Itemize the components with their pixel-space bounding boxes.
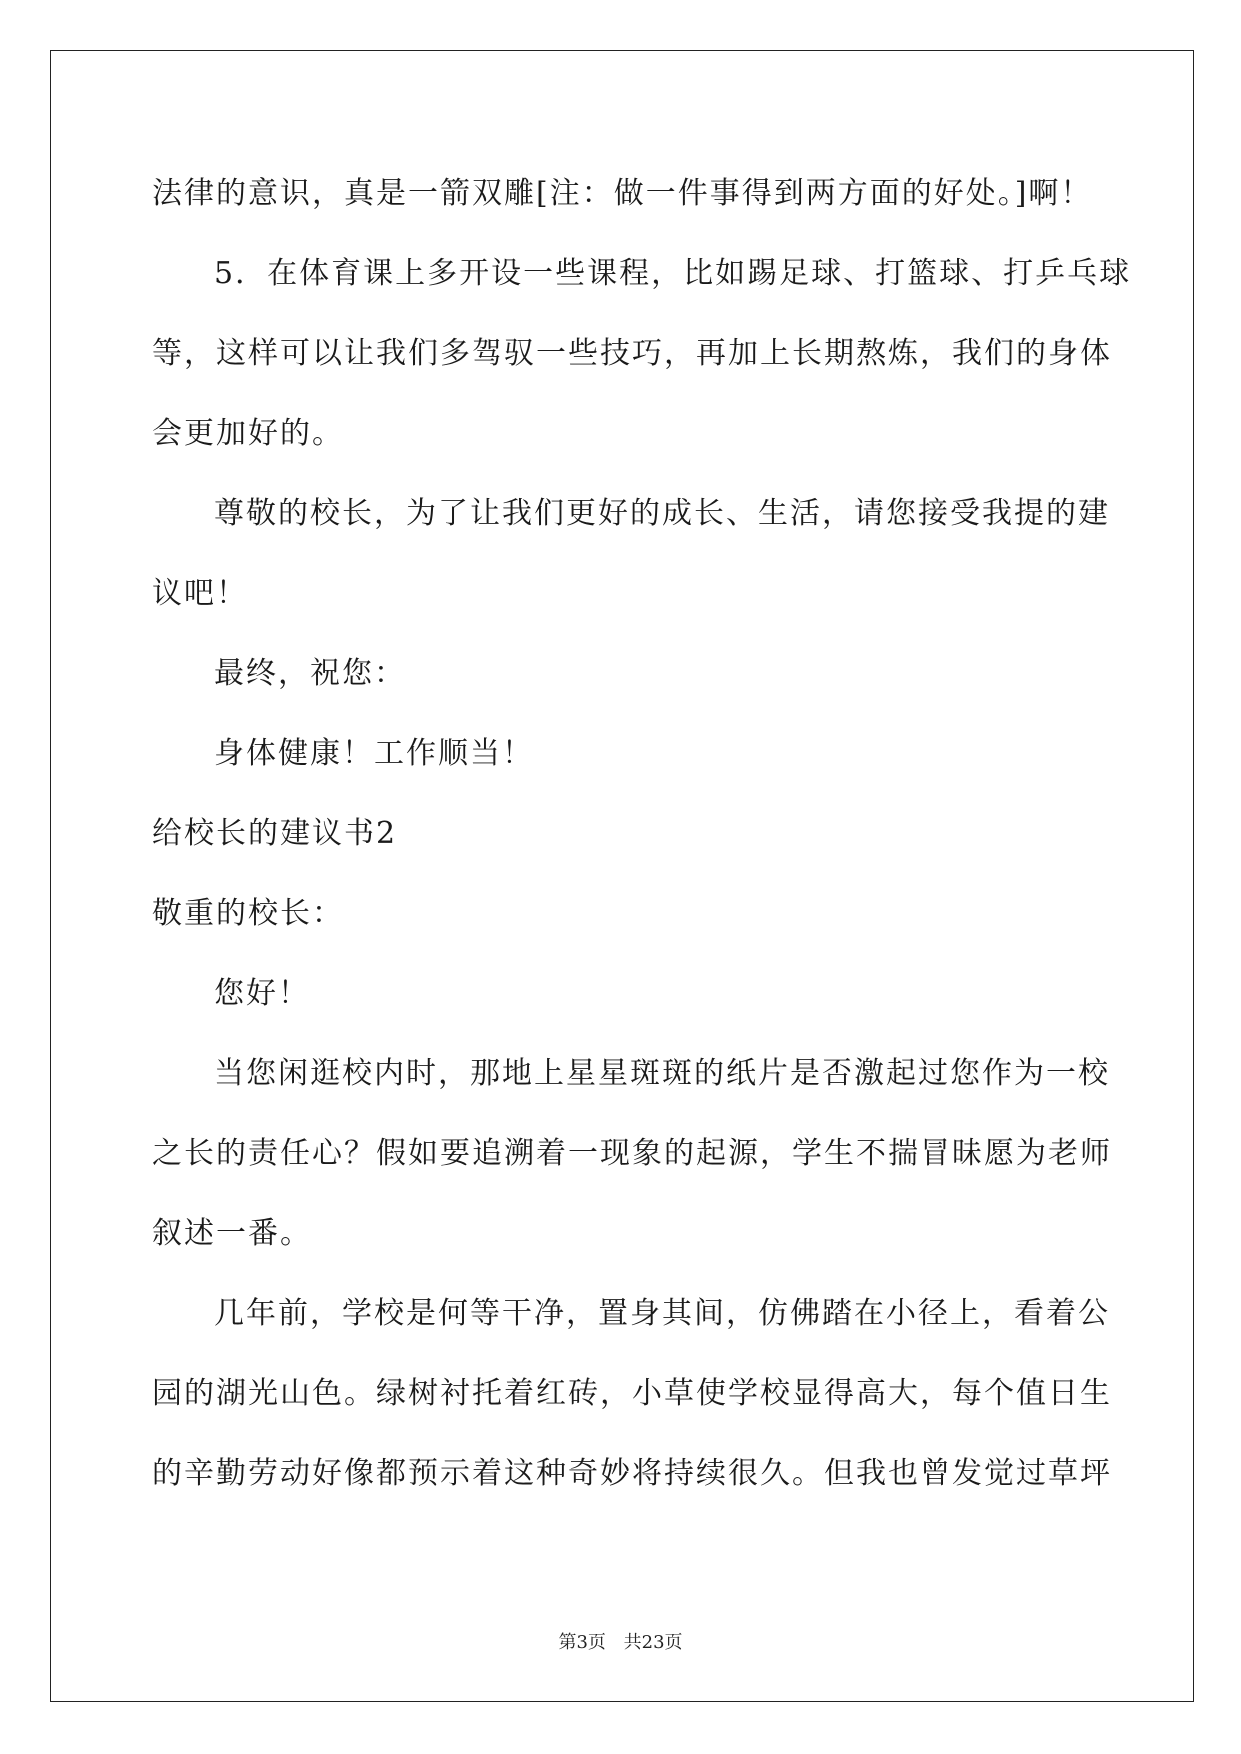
page-footer — [0, 1632, 1241, 1654]
text-line: 几年前，学校是何等干净，置身其间，仿佛踏在小径上，看着公 — [214, 1296, 1110, 1331]
salutation: 敬重的校长： — [152, 896, 344, 931]
text-line: 当您闲逛校内时，那地上星星斑斑的纸片是否激起过您作为一校 — [214, 1056, 1110, 1091]
text-line: 身体健康！工作顺当！ — [214, 736, 534, 771]
text-line: 尊敬的校长，为了让我们更好的成长、生活，请您接受我提的建 — [214, 496, 1110, 531]
text-line: 会更加好的。 — [152, 416, 344, 451]
text-line: 的辛勤劳动好像都预示着这种奇妙将持续很久。但我也曾发觉过草坪 — [152, 1456, 1112, 1491]
text-line: 之长的责任心？假如要追溯着一现象的起源，学生不揣冒昧愿为老师 — [152, 1136, 1112, 1171]
text-line: 5．在体育课上多开设一些课程，比如踢足球、打篮球、打乒乓球 — [214, 256, 1132, 291]
text-line: 最终，祝您： — [214, 656, 406, 691]
text-line: 叙述一番。 — [152, 1216, 312, 1251]
section-title: 给校长的建议书2 — [152, 816, 398, 851]
text-line: 园的湖光山色。绿树衬托着红砖，小草使学校显得高大，每个值日生 — [152, 1376, 1112, 1411]
page-total: 共23页 — [623, 1632, 683, 1653]
greeting: 您好！ — [214, 976, 310, 1011]
text-line: 议吧！ — [152, 576, 248, 611]
text-line: 等，这样可以让我们多驾驭一些技巧，再加上长期熬炼，我们的身体 — [152, 336, 1112, 371]
text-line: 法律的意识，真是一箭双雕[注：做一件事得到两方面的好处。]啊！ — [152, 176, 1093, 211]
page-number: 第3页 — [558, 1632, 606, 1653]
page-border — [50, 50, 1194, 1702]
